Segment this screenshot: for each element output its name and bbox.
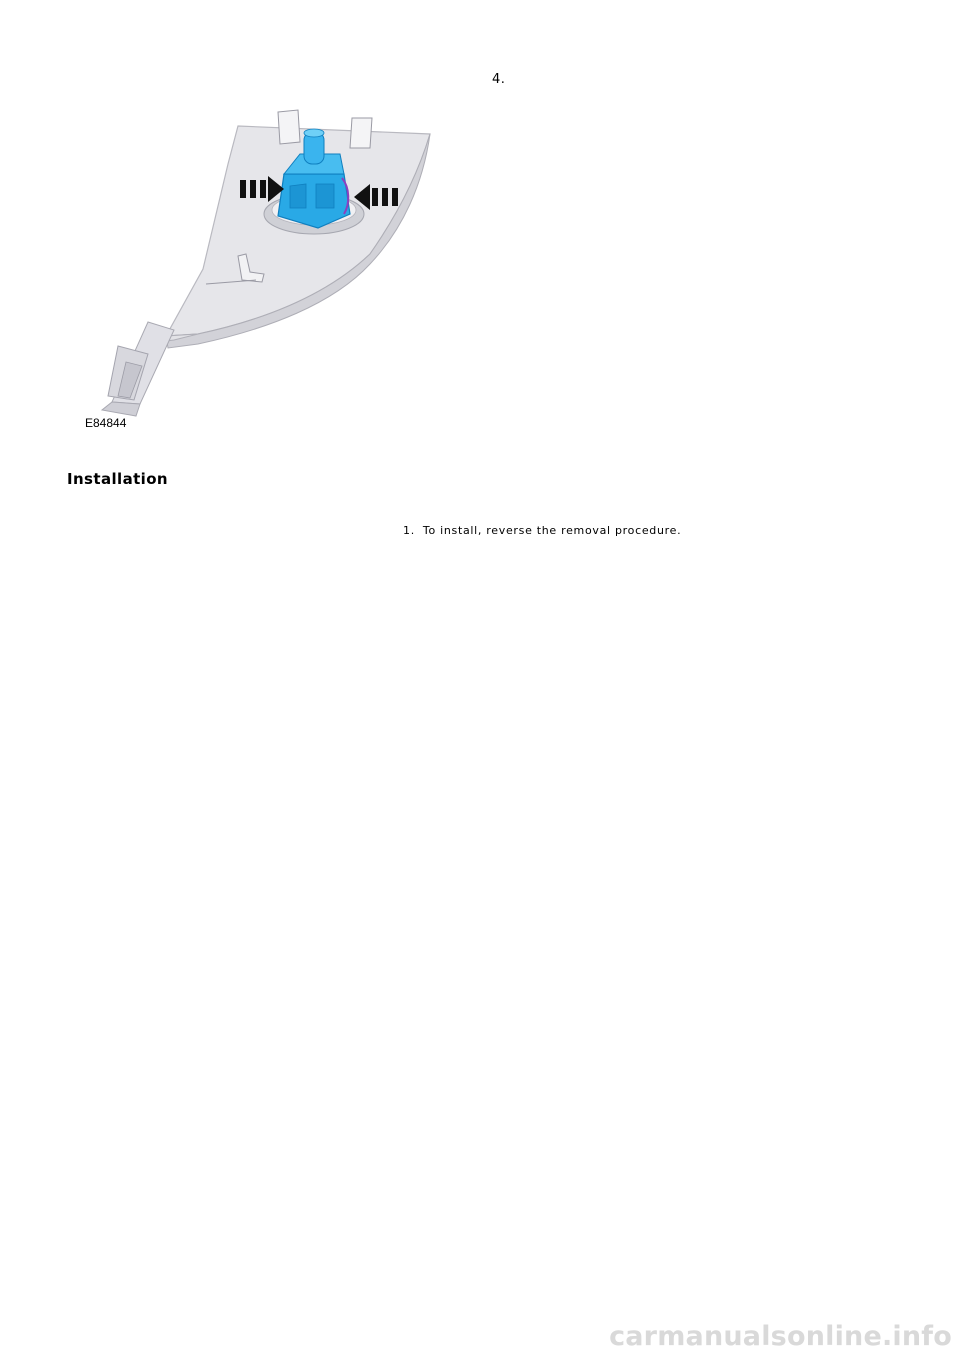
figure-illustration	[78, 104, 448, 440]
installation-step	[403, 524, 681, 537]
section-heading-installation: Installation	[67, 470, 168, 488]
trim-panel-illustration	[78, 104, 448, 440]
installation-step-number: 1.	[403, 524, 415, 537]
figure-code: E84844	[85, 416, 127, 430]
watermark: carmanualsonline.info	[609, 1321, 952, 1352]
installation-step-text: To install, reverse the removal procedure.	[422, 524, 682, 537]
step-number: 4.	[492, 72, 506, 87]
